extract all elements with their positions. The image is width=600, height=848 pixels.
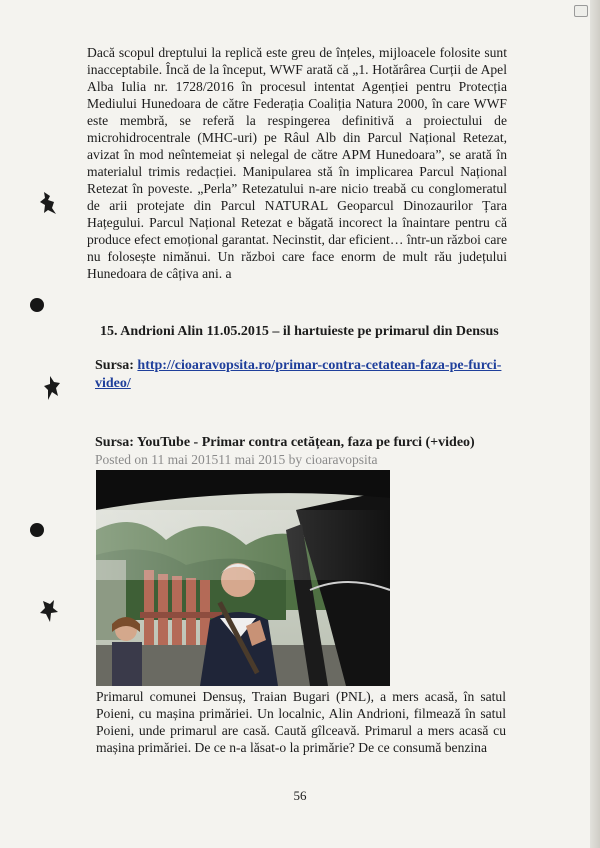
punch-hole-bottom [30,523,44,537]
punch-hole-top [30,298,44,312]
intro-paragraph: Dacă scopul dreptului la replică este greu de înțeles, mijloacele folosite sunt inacceptabile. Încă de la început, WWF arată că „1. Hotărârea Curții de Apel Alba Iulia nr. 1728/2016 în procesul intentat Agenției pentru Protecția Mediului Hunedoara de către Federația Coaliția Natura 2000, în care WWF este membră, se referă la respingerea definitivă a proiectului de microhidrocentrale (MHC-uri) pe Râul Alb din Parcul Național Retezat, avizat în mod neîntemeiat și nelegal de către APM Hunedoara”, se arată în materialul trimis redacției. Manipularea stă în implicarea Parcul Național Retezat în poveste. „Perla” Retezatului n-are nicio treabă cu conglomeratul de arii protejate din Parcul NATURAL Geoparcul Dinozaurilor Țara Hațegului. Parcul Național Retezat e băgată incorect la înaintare pentru că produce efect emoțional garantat. Necinstit, dar eficient… într-un război care nu folosește nimănui. Un război care face enorm de mult rău județului Hunedoara de câțiva ani. a [87,45,507,281]
section-heading: 15. Andrioni Alin 11.05.2015 – il hartuieste pe primarul din Densus [100,324,499,339]
source-link[interactable]: http://cioaravopsita.ro/primar-contra-cetatean-faza-pe-furci-video/ [95,358,502,391]
page-edge [590,0,600,848]
youtube-source: Sursa: YouTube - Primar contra cetățean, faza pe furci (+video) [95,435,475,450]
caption-paragraph: Primarul comunei Densuș, Traian Bugari (PNL), a mers acasă, în satul Poieni, cu mașina primăriei. Un localnic, Alin Andrioni, filmează în satul Poieni, unde primarul are casă. Caută gîlceavă. Primarul a mers acasă cu mașina primăriei. De ce n-a lăsat-o la primărie? De ce consumă benzina [96,689,506,755]
caption-text [96,688,506,756]
intro-text [87,44,507,282]
video-still-image [96,470,390,686]
video-still [96,470,390,686]
page-number: 56 [293,788,307,803]
posted-line: Posted on 11 mai 201511 mai 2015 by cioaravopsita [95,452,378,467]
source-line [95,357,505,393]
ink-blot-3 [38,598,60,624]
corner-mark [574,5,588,17]
source-label: Sursa: [95,358,138,373]
ink-blot-1 [38,190,60,216]
ink-blot-2 [42,374,64,402]
